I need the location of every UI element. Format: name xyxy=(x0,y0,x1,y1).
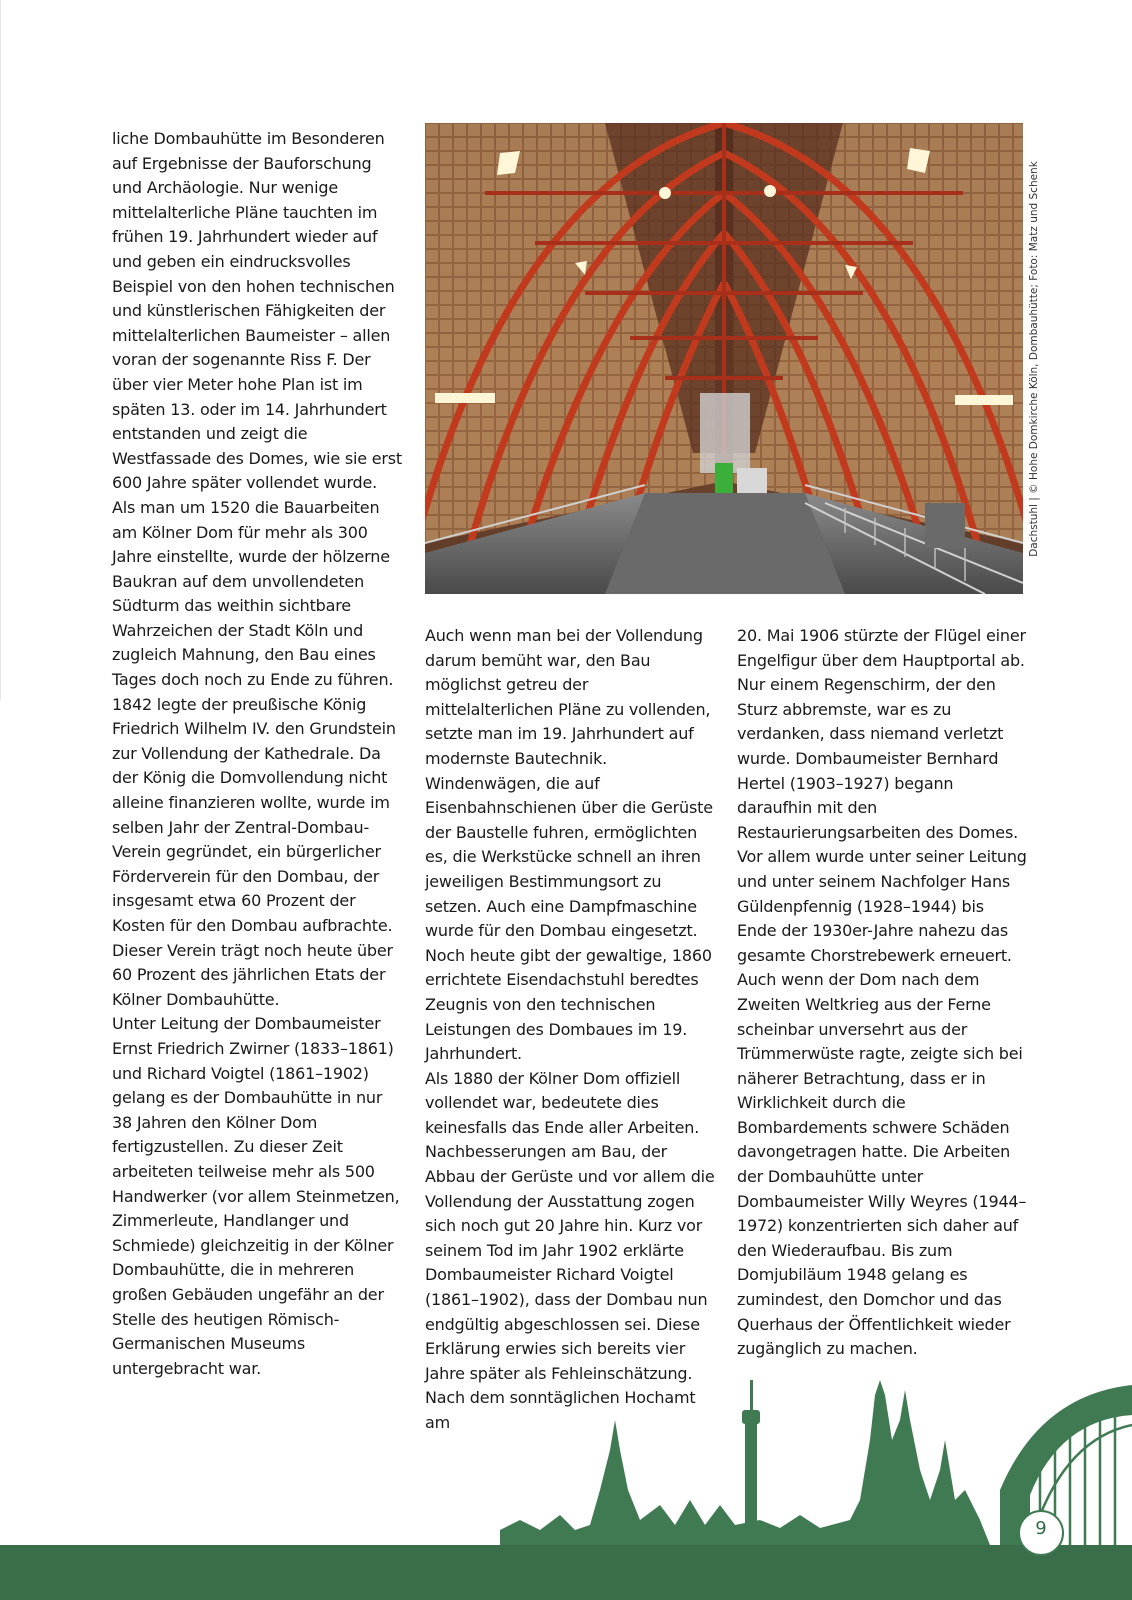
page-number: 9 xyxy=(1035,1518,1047,1539)
cologne-skyline-graphic xyxy=(0,1380,1132,1600)
roof-truss-illustration xyxy=(425,123,1023,594)
paragraph: Als man um 1520 die Bauarbeiten am Kölner Dom für mehr als 300 Jahre einstellte, wurde der hölzerne Baukran auf dem unvollendeten Südturm das weithin sichtbare Wahrzeichen der Stadt Köln und zugleich Mahnung, den Bau eines Tages doch noch zu Ende zu führen. 1842 legte der preußische König Friedrich Wilhelm IV. den Grundstein zur Vollendung der Kathedrale. Da der König die Domvollendung nicht alleine finanzieren wollte, wurde im selben Jahr der Zentral-Dombau-Verein gegründet, ein bürgerlicher Förderverein für den Dombau, der insgesamt etwa 60 Prozent der Kosten für den Dombau aufbrachte. Dieser Verein trägt noch heute über 60 Prozent des jährlichen Etats der Kölner Dombauhütte. xyxy=(112,497,396,1009)
page-edge-line xyxy=(0,0,1,700)
photo-credit-text: Dachstuhl | © Hohe Domkirche Köln, Dombauhütte; Foto: Matz und Schenk xyxy=(1028,160,1040,557)
paragraph: liche Dombauhütte im Besonderen auf Ergebnisse der Bauforschung und Archäologie. Nur wenige mittelalterliche Pläne tauchten im frühen 19. Jahrhundert wieder auf und geben ein eindrucksvolles Beispiel von den hohen technischen und künstlerischen Fähigkeiten der mittelalterlichen Baumeister – allen voran der sogenannte Riss F. Der über vier Meter hohe Plan ist im späten 13. oder im 14. Jahrhundert entstanden und zeigt die Westfassade des Domes, wie sie erst 600 Jahre später vollendet wurde. xyxy=(112,129,403,493)
paragraph: 20. Mai 1906 stürzte der Flügel einer Engelfigur über dem Hauptportal ab. Nur einem Regenschirm, der den Sturz abbremste, war es zu verdanken, dass niemand verletzt wurde. Dombaumeister Bernhard Hertel (1903–1927) begann daraufhin mit den Restaurierungsarbeiten des Domes. Vor allem wurde unter seiner Leitung und unter seinem Nachfolger Hans Güldenpfennig (1928–1944) bis Ende der 1930er-Jahre nahezu das gesamte Chorstrebewerk erneuert. Auch wenn der Dom nach dem Zweiten Weltkrieg aus der Ferne scheinbar unversehrt aus der Trümmerwüste ragte, zeigte sich bei näherer Betrachtung, dass er in Wirklichkeit durch die Bombardements schwere Schäden davongetragen hatte. Die Arbeiten der Dombauhütte unter Dombaumeister Willy Weyres (1944–1972) konzentrierten sich daher auf den Wiederaufbau. Bis zum Domjubiläum 1948 gelang es zumindest, den Domchor und das Querhaus der Öffentlichkeit wieder zugänglich zu machen. xyxy=(737,626,1027,1359)
text-column-3 xyxy=(737,624,1027,1362)
text-column-2 xyxy=(425,624,715,1436)
paragraph: Unter Leitung der Dombaumeister Ernst Friedrich Zwirner (1833–1861) und Richard Voigtel (1861–1902) gelang es der Dombauhütte in nur 38 Jahren den Kölner Dom fertigzustellen. Zu dieser Zeit arbeiteten teilweise mehr als 500 Handwerker (vor allem Steinmetzen, Zimmerleute, Handlanger und Schmiede) gleichzeitig in der Kölner Dombauhütte, die in mehreren großen Gebäuden ungefähr an der Stelle des heutigen Römisch-Germanischen Museums untergebracht war. xyxy=(112,1014,400,1378)
text-column-1 xyxy=(112,127,402,1381)
roof-truss-photo xyxy=(425,123,1023,594)
photo-credit xyxy=(1026,123,1042,594)
paragraph: Als 1880 der Kölner Dom offiziell vollendet war, bedeutete dies keinesfalls das Ende aller Arbeiten. Nachbesserungen am Bau, der Abbau der Gerüste und vor allem die Vollendung der Ausstattung zogen sich noch gut 20 Jahre hin. Kurz vor seinem Tod im Jahr 1902 erklärte Dombaumeister Richard Voigtel (1861–1902), dass der Dombau nun endgültig abgeschlossen sei. Diese Erklärung erwies sich bereits vier Jahre später als Fehleinschätzung. Nach dem sonntäglichen Hochamt am xyxy=(425,1068,715,1432)
paragraph: Auch wenn man bei der Vollendung darum bemüht war, den Bau möglichst getreu der mittelalterlichen Pläne zu vollenden, setzte man im 19. Jahrhundert auf modernste Bautechnik. Windenwägen, die auf Eisenbahnschienen über die Gerüste der Baustelle fuhren, ermöglichten es, die Werkstücke schnell an ihren jeweiligen Bestimmungsort zu setzen. Auch eine Dampfmaschine wurde für den Dombau eingesetzt. Noch heute gibt der gewaltige, 1860 errichtete Eisendachstuhl beredtes Zeugnis von den technischen Leistungen des Dombaues im 19. Jahrhundert. xyxy=(425,626,713,1064)
